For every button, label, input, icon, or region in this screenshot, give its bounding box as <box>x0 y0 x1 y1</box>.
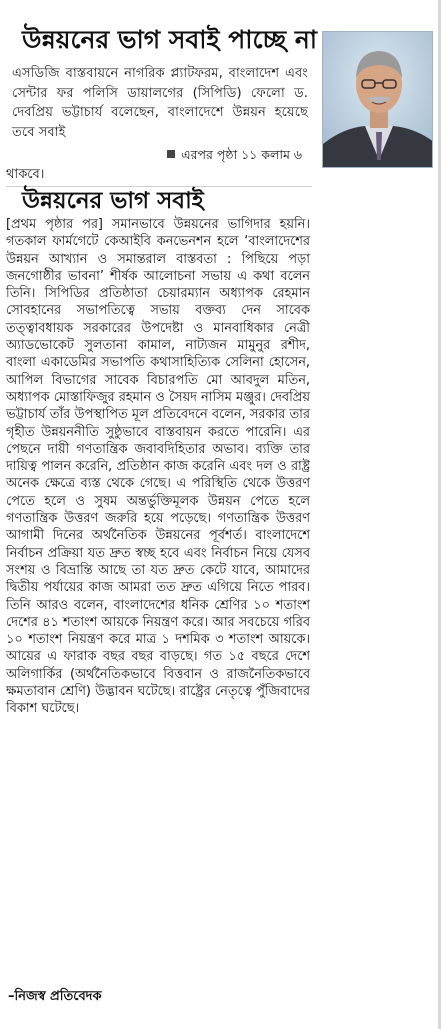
jump-text: এরপর পৃষ্ঠা ১১ কলাম ৬ <box>181 147 302 162</box>
page-jump-reference <box>167 146 302 164</box>
author-photo <box>322 31 433 168</box>
article-body: [প্রথম পৃষ্ঠার পর] সমানভাবে উন্নয়নের ভাগিদার হয়নি। গতকাল ফার্মগেটে কেআইবি কনভেনশন হলে ‘বাংলাদেশের উন্নয়ন আখ্যান ও সমান্তরাল বাস্তবতা : পিছিয়ে পড়া জনগোষ্ঠীর ভাবনা’ শীর্ষক আলোচনা সভায় এ কথা বলেন তিনি। সিপিডির প্রতিষ্ঠাতা চেয়ারম্যান অধ্যাপক রেহমান সোবহানের সভাপতিত্বে সভায় বক্তব্য দেন সাবেক তত্ত্বাবধায়ক সরকারের উপদেষ্টা ও মানবাধিকার নেত্রী অ্যাডভোকেট সুলতানা কামাল, নাট্যজন মামুনুর রশীদ, বাংলা একাডেমির সভাপতি কথাসাহিত্যিক সেলিনা হোসেন, আপিল বিভাগের সাবেক বিচারপতি মো আবদুল মতিন, অধ্যাপক মোস্তাফিজুর রহমান ও সৈয়দ নাসিম মঞ্জুর। দেবপ্রিয় ভট্টাচার্য তাঁর উপস্থাপিত মূল প্রতিবেদনে বলেন, সরকার তার গৃহীত উন্নয়ননীতি সুষ্ঠুভাবে বাস্তবায়ন করতে পারেনি। এর পেছনে দায়ী গণতান্ত্রিক জবাবদিহিতার অভাব। ব্যক্তি তার দায়িত্ব পালন করেনি, প্রতিষ্ঠান কাজ করেনি এবং দল ও রাষ্ট্র অনেক ক্ষেত্রে ব্যস্ত থেকে গেছে। এ পরিস্থিতি থেকে উত্তরণ পেতে হলে ও সুষম অন্তর্ভুক্তিমূলক উন্নয়ন পেতে হলে গণতান্ত্রিক উত্তরণ জরুরি হয়ে পড়েছে। গণতান্ত্রিক উত্তরণ আগামী দিনের অর্থনৈতিক উন্নয়নের পূর্বশর্ত। বাংলাদেশে নির্বাচন প্রক্রিয়া যত দ্রুত স্বচ্ছ হবে এবং নির্বাচন নিয়ে যেসব সংশয় ও বিভ্রান্তি আছে তা যত দ্রুত কেটে যাবে, আমাদের দ্বিতীয় পর্যায়ের কাজ আমরা তত দ্রুত এগিয়ে নিতে পারব। তিনি আরও বলেন, বাংলাদেশের ধনিক শ্রেণির ১০ শতাংশ দেশের ৪১ শতাংশ আয়কে নিয়ন্ত্রণ করে। আর সবচেয়ে গরিব ১০ শতাংশ নিয়ন্ত্রণ করে মাত্র ১ দশমিক ৩ শতাংশ আয়কে। আয়ের এ ফারাক বছর বছর বাড়ছে। গত ১৫ বছরে দেশে অলিগার্কির (অর্থনৈতিকভাবে বিত্তবান ও রাজনৈতিকভাবে ক্ষমতাবান শ্রেণি) উদ্ভাবন ঘটেছে। রাষ্ট্রের নেতৃত্বে পুঁজিবাদের বিকাশ ঘটেছে। <box>6 217 310 717</box>
continuation-headline: উন্নয়নের ভাগ সবাই <box>22 187 204 214</box>
lede-paragraph: এসডিজি বাস্তবায়নে নাগরিক প্ল্যাটফরম, বাংলাদেশ এবং সেন্টার ফর পলিসি ডায়ালগের (সিপিডি) ফেলো ড. দেবপ্রিয় ভট্টাচার্য বলেছেন, বাংলাদেশে উন্নয়ন হয়েছে তবে সবাই <box>12 66 308 140</box>
person-portrait-icon <box>323 32 433 168</box>
byline: –নিজস্ব প্রতিবেদক <box>8 989 102 1004</box>
headline: উন্নয়নের ভাগ সবাই পাচ্ছে না <box>22 25 318 54</box>
square-bullet-icon <box>167 150 175 158</box>
lede-continued: থাকবে। <box>6 167 45 182</box>
